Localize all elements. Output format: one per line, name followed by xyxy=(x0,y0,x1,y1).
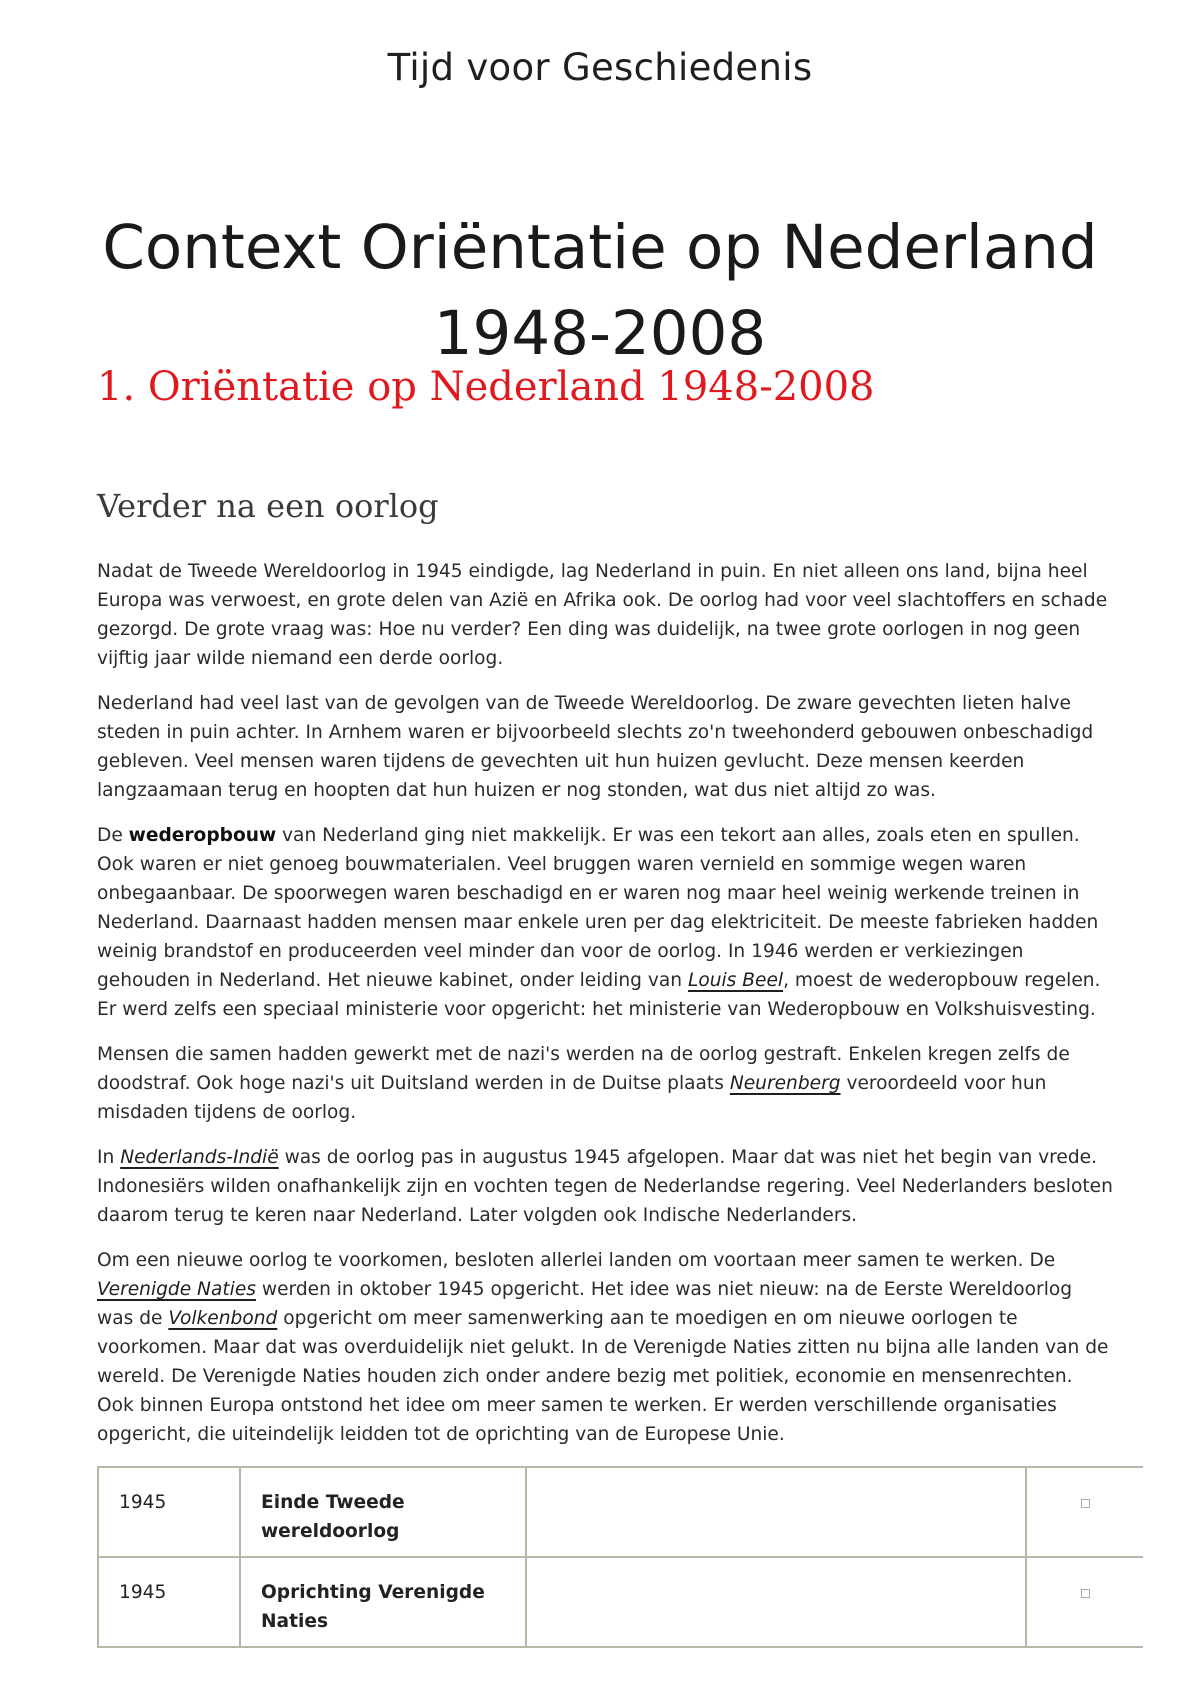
document-title xyxy=(80,205,1120,377)
timeline-marker-cell xyxy=(1026,1467,1143,1557)
timeline-description xyxy=(526,1467,1026,1557)
paragraph-3-text-b: van Nederland ging niet makkelijk. Er was een tekort aan alles, zoals eten en spullen. Ook waren er niet genoeg bouwmaterialen. Veel bruggen waren vernield en sommige wegen waren onbegaanbaar. De spoorwegen waren beschadigd en er waren nog maar heel weinig werkende treinen in Nederland. Daarnaast hadden mensen maar enkele uren per dag elektriciteit. De meeste fabrieken hadden weinig brandstof en produceerden veel minder dan voor de oorlog. In 1946 werden er verkiezingen gehouden in Nederland. Het nieuwe kabinet, onder leiding van xyxy=(97,825,1099,991)
paragraph-5-text-b: was de oorlog pas in augustus 1945 afgelopen. Maar dat was niet het begin van vrede. Indonesiërs wilden onafhankelijk zijn en vochten tegen de Nederlandse regering. Veel Nederlanders besloten daarom terug te keren naar Nederland. Later volgden ook Indische Nederlanders. xyxy=(97,1147,1113,1226)
paragraph-4 xyxy=(97,1040,1113,1127)
link-louis-beel[interactable]: Louis Beel xyxy=(687,970,784,991)
paragraph-6 xyxy=(97,1246,1113,1449)
timeline-description xyxy=(526,1557,1026,1647)
chapter-heading: 1. Oriëntatie op Nederland 1948-2008 xyxy=(97,364,875,410)
keyword-wederopbouw: wederopbouw xyxy=(128,825,277,846)
link-nederlands-indie[interactable]: Nederlands-Indië xyxy=(120,1147,279,1168)
link-neurenberg[interactable]: Neurenberg xyxy=(729,1073,841,1094)
paragraph-4-text-b: veroordeeld voor hun misdaden tijdens de oorlog. xyxy=(97,1073,1047,1123)
paragraph-6-text-c: opgericht om meer samenwerking aan te moedigen en om nieuwe oorlogen te voorkomen. Maar dat was overduidelijk niet gelukt. In de Verenigde Naties zitten nu bijna alle landen van de wereld. De Verenigde Naties houden zich onder andere bezig met politiek, economie en mensenrechten. Ook binnen Europa ontstond het idee om meer samen te werken. Er werden verschillende organisaties opgericht, die uiteindelijk leidden tot de oprichting van de Europese Unie. xyxy=(97,1308,1109,1445)
paragraph-1: Nadat de Tweede Wereldoorlog in 1945 eindigde, lag Nederland in puin. En niet alleen ons land, bijna heel Europa was verwoest, en grote delen van Azië en Afrika ook. De oorlog had voor veel slachtoffers en schade gezorgd. De grote vraag was: Hoe nu verder? Een ding was duidelijk, na twee grote oorlogen in nog geen vijftig jaar wilde niemand een derde oorlog. xyxy=(97,561,1108,669)
timeline-event: Einde Tweede wereldoorlog xyxy=(240,1467,526,1557)
paragraph-6-text-a: Om een nieuwe oorlog te voorkomen, besloten allerlei landen om voortaan meer samen te werken. De xyxy=(97,1250,1056,1271)
link-verenigde-naties[interactable]: Verenigde Naties xyxy=(97,1279,256,1300)
paragraph-2: Nederland had veel last van de gevolgen van de Tweede Wereldoorlog. De zware gevechten lieten halve steden in puin achter. In Arnhem waren er bijvoorbeeld slechts zo'n tweehonderd gebouwen onbeschadigd gebleven. Veel mensen waren tijdens de gevechten uit hun huizen gevlucht. Deze mensen keerden langzaamaan terug en hoopten dat hun huizen er nog stonden, wat dus niet altijd zo was. xyxy=(97,693,1094,801)
timeline-year: 1945 xyxy=(98,1467,240,1557)
timeline-year: 1945 xyxy=(98,1557,240,1647)
paragraph-6-text-b: werden in oktober 1945 opgericht. Het idee was niet nieuw: na de Eerste Wereldoorlog was de xyxy=(97,1279,1073,1329)
article-body xyxy=(97,557,1113,1465)
link-volkenbond[interactable]: Volkenbond xyxy=(168,1308,278,1329)
small-square-icon xyxy=(1081,1589,1090,1598)
table-row xyxy=(98,1557,1143,1647)
paragraph-3 xyxy=(97,821,1113,1024)
paragraph-5 xyxy=(97,1143,1113,1230)
document-title-line-2: 1948-2008 xyxy=(433,298,767,369)
table-row xyxy=(98,1467,1143,1557)
section-heading: Verder na een oorlog xyxy=(97,487,439,525)
paragraph-5-text-a: In xyxy=(97,1147,121,1168)
paragraph-3-text-a: De xyxy=(97,825,129,846)
timeline-table xyxy=(97,1466,1143,1648)
timeline-event: Oprichting Verenigde Naties xyxy=(240,1557,526,1647)
paragraph-3-text-c: , moest de wederopbouw regelen. Er werd zelfs een speciaal ministerie voor opgericht: het ministerie van Wederopbouw en Volkshuisvesting. xyxy=(97,970,1101,1020)
timeline-marker-cell xyxy=(1026,1557,1143,1647)
small-square-icon xyxy=(1081,1499,1090,1508)
document-title-line-1: Context Oriëntatie op Nederland xyxy=(102,212,1098,283)
paragraph-4-text-a: Mensen die samen hadden gewerkt met de nazi's werden na de oorlog gestraft. Enkelen kregen zelfs de doodstraf. Ook hoge nazi's uit Duitsland werden in de Duitse plaats xyxy=(97,1044,1070,1094)
site-title: Tijd voor Geschiedenis xyxy=(387,46,813,89)
